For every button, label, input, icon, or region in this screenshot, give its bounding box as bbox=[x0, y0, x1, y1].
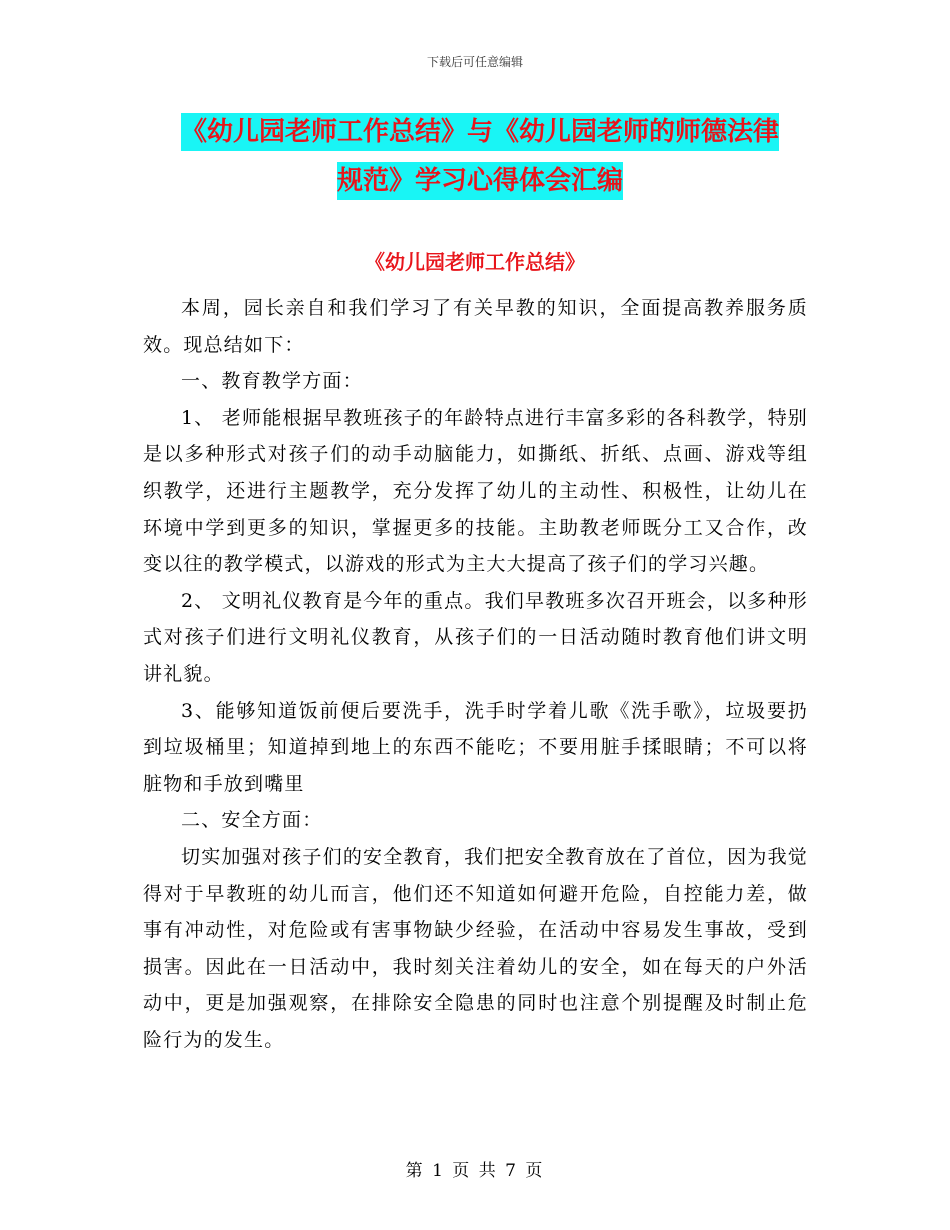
document-title-line1: 《幼儿园老师工作总结》与《幼儿园老师的师德法律 bbox=[181, 113, 779, 151]
document-title bbox=[140, 108, 820, 206]
paragraph-heading-safety: 二、安全方面： bbox=[181, 809, 323, 832]
paragraph-item-2: 2、 文明礼仪教育是今年的重点。我们早教班多次召开班会，以多种形式对孩子们进行文明礼仪教育，从孩子们的一日活动随时教育他们讲文明讲礼貌。 bbox=[143, 589, 808, 685]
paragraph-heading-teaching: 一、教育教学方面： bbox=[181, 370, 363, 393]
page-header-note: 下载后可任意编辑 bbox=[426, 55, 523, 69]
page-number: 第 1 页 共 7 页 bbox=[405, 1161, 545, 1181]
paragraph-intro: 本周，园长亲自和我们学习了有关早教的知识，全面提高教养服务质效。现总结如下： bbox=[143, 297, 808, 356]
section-title: 《幼儿园老师工作总结》 bbox=[365, 250, 585, 274]
document-body bbox=[143, 290, 808, 1058]
paragraph-safety: 切实加强对孩子们的安全教育，我们把安全教育放在了首位，因为我觉得对于早教班的幼儿而言，他们还不知道如何避开危险，自控能力差，做事有冲动性，对危险或有害事物缺少经验，在活动中容易发生事故，受到损害。因此在一日活动中，我时刻关注着幼儿的安全，如在每天的户外活动中，更是加强观察，在排除安全隐患的同时也注意个别提醒及时制止危险行为的发生。 bbox=[143, 845, 808, 1051]
document-title-line2: 规范》学习心得体会汇编 bbox=[337, 162, 623, 200]
paragraph-item-3: 3、能够知道饭前便后要洗手，洗手时学着儿歌《洗手歌》，垃圾要扔到垃圾桶里；知道掉到地上的东西不能吃；不要用脏手揉眼睛；不可以将脏物和手放到嘴里 bbox=[143, 699, 808, 795]
paragraph-item-1: 1、 老师能根据早教班孩子的年龄特点进行丰富多彩的各科教学，特别是以多种形式对孩子们的动手动脑能力，如撕纸、折纸、点画、游戏等组织教学，还进行主题教学，充分发挥了幼儿的主动性、积极性，让幼儿在环境中学到更多的知识，掌握更多的技能。主助教老师既分工又合作，改变以往的教学模式，以游戏的形式为主大大提高了孩子们的学习兴趣。 bbox=[143, 406, 808, 576]
